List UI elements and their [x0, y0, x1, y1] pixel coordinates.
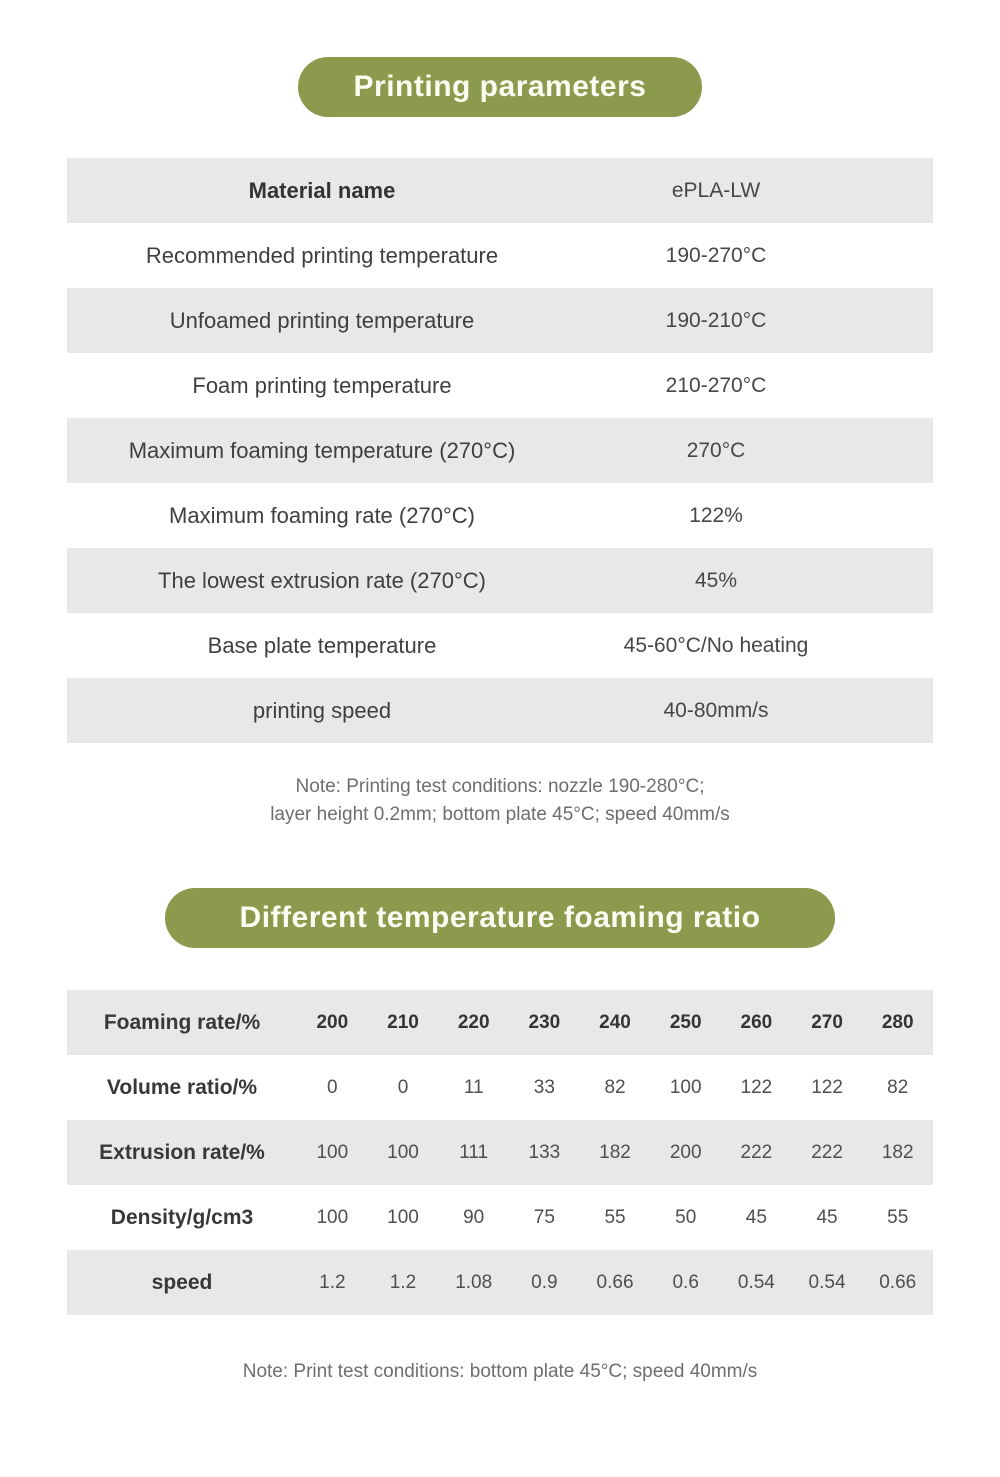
- table-row: [67, 418, 933, 483]
- data-cell: 133: [528, 1141, 561, 1163]
- data-cell: 200: [669, 1141, 702, 1163]
- row-label: Foam printing temperature: [192, 372, 452, 398]
- table-row: [67, 353, 933, 418]
- row-label: Maximum foaming temperature (270°C): [128, 437, 516, 463]
- row-label: Maximum foaming rate (270°C): [169, 502, 475, 528]
- table-row: [67, 548, 933, 613]
- row-value: 210-270°C: [665, 373, 767, 397]
- data-cell: 100: [387, 1206, 419, 1228]
- row-value: ePLA-LW: [671, 178, 761, 202]
- row-value: 190-210°C: [665, 308, 767, 332]
- header-cell: 280: [881, 1011, 914, 1033]
- data-cell: 0.6: [672, 1271, 699, 1293]
- header-cell: 220: [457, 1011, 490, 1033]
- row-label: The lowest extrusion rate (270°C): [158, 567, 486, 593]
- table-row: [67, 1055, 933, 1120]
- table-row: [67, 613, 933, 678]
- data-cell: 122: [811, 1076, 843, 1098]
- printing-test-note-line1: Note: Printing test conditions: nozzle 190-280°C;: [295, 776, 705, 797]
- row-value: 270°C: [686, 438, 746, 462]
- data-cell: 82: [604, 1076, 626, 1098]
- data-cell: 100: [316, 1141, 349, 1163]
- data-cell: 82: [887, 1076, 909, 1098]
- table-row: [67, 223, 933, 288]
- data-cell: 100: [669, 1076, 702, 1098]
- data-cell: 0.66: [879, 1271, 917, 1293]
- header-cell: 210: [387, 1011, 419, 1033]
- table-row: [67, 1120, 933, 1185]
- data-cell: 0: [327, 1076, 338, 1098]
- printing-parameters-title: Printing parameters: [353, 70, 647, 103]
- data-cell: 0.66: [596, 1271, 634, 1293]
- data-cell: 182: [599, 1141, 631, 1163]
- row-label: Density/g/cm3: [110, 1205, 254, 1229]
- table-row: [67, 1250, 933, 1315]
- header-cell: 240: [599, 1011, 631, 1033]
- header-cell: 230: [528, 1011, 561, 1033]
- data-cell: 111: [459, 1141, 489, 1163]
- row-label: printing speed: [252, 697, 392, 723]
- table-row: [67, 483, 933, 548]
- data-cell: 90: [463, 1206, 485, 1228]
- data-cell: 0.54: [808, 1271, 846, 1293]
- data-cell: 0.9: [531, 1271, 558, 1293]
- row-label: Volume ratio/%: [106, 1075, 258, 1099]
- row-value: 122%: [689, 503, 743, 527]
- data-cell: 222: [811, 1141, 843, 1163]
- data-cell: 182: [881, 1141, 914, 1163]
- table-row: [67, 678, 933, 743]
- printing-test-note: [0, 773, 1000, 829]
- row-label: speed: [151, 1270, 213, 1294]
- data-cell: 100: [387, 1141, 419, 1163]
- foaming-ratio-table: [67, 990, 933, 1315]
- row-label: Base plate temperature: [207, 632, 437, 658]
- row-value: 45%: [694, 568, 738, 592]
- header-cell: 250: [669, 1011, 702, 1033]
- data-cell: 45: [745, 1206, 767, 1228]
- data-cell: 1.2: [319, 1271, 346, 1293]
- foaming-ratio-title-pill: [165, 888, 835, 948]
- row-label: Unfoamed printing temperature: [169, 307, 475, 333]
- data-cell: 55: [887, 1206, 909, 1228]
- header-cell: 200: [316, 1011, 349, 1033]
- foaming-ratio-title: Different temperature foaming ratio: [239, 901, 761, 934]
- data-cell: 222: [740, 1141, 773, 1163]
- row-value: 45-60°C/No heating: [623, 633, 809, 657]
- row-label: Recommended printing temperature: [145, 242, 499, 268]
- data-cell: 1.08: [455, 1271, 493, 1293]
- table-row: [67, 288, 933, 353]
- row-label: Extrusion rate/%: [99, 1140, 265, 1164]
- data-cell: 75: [533, 1206, 555, 1228]
- data-cell: 0.54: [737, 1271, 775, 1293]
- header-cell: 270: [811, 1011, 843, 1033]
- data-cell: 55: [604, 1206, 626, 1228]
- printing-parameters-title-pill: [298, 57, 702, 117]
- data-cell: 11: [463, 1076, 484, 1098]
- data-cell: 33: [533, 1076, 555, 1098]
- row-value: 190-270°C: [665, 243, 767, 267]
- table-header-row: [67, 990, 933, 1055]
- header-row-label: Foaming rate/%: [103, 1010, 261, 1034]
- table-row: [67, 158, 933, 223]
- data-cell: 0: [397, 1076, 409, 1098]
- table-row: [67, 1185, 933, 1250]
- data-cell: 50: [675, 1206, 697, 1228]
- printing-test-note-line2: layer height 0.2mm; bottom plate 45°C; speed 40mm/s: [270, 804, 730, 825]
- foaming-test-note: Note: Print test conditions: bottom plate 45°C; speed 40mm/s: [242, 1361, 758, 1382]
- data-cell: 45: [816, 1206, 838, 1228]
- header-cell: 260: [740, 1011, 773, 1033]
- data-cell: 100: [316, 1206, 349, 1228]
- data-cell: 122: [740, 1076, 773, 1098]
- row-value: 40-80mm/s: [663, 698, 769, 722]
- printing-parameters-table: [67, 158, 933, 743]
- data-cell: 1.2: [389, 1271, 417, 1293]
- row-label: Material name: [248, 177, 396, 203]
